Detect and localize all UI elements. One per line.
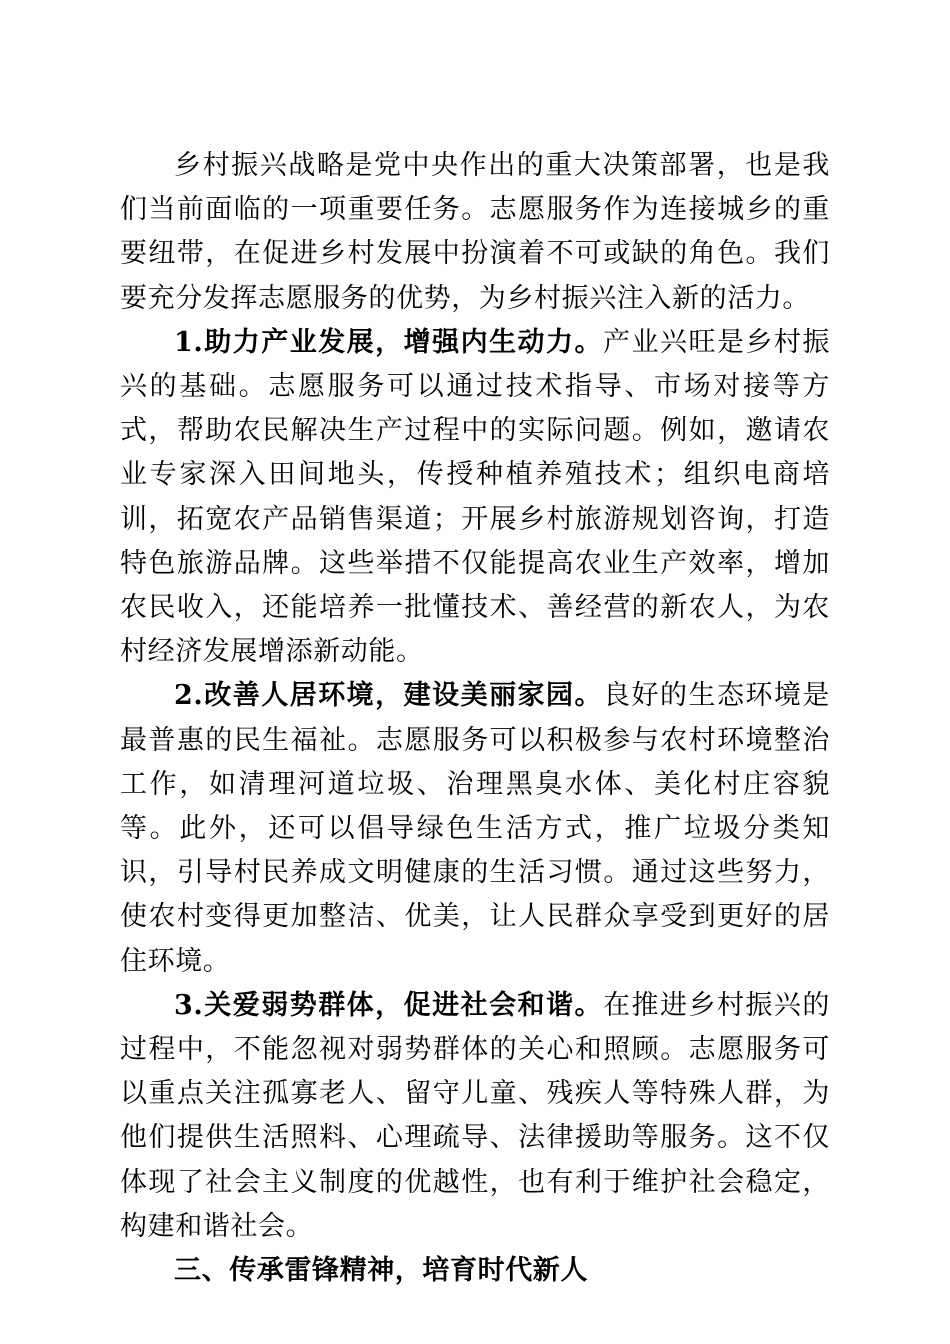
point-paragraph-3 (120, 984, 830, 1249)
point-2-body: 良好的生态环境是最普惠的民生福祉。志愿服务可以积极参与农村环境整治工作，如清理河道垃圾、治理黑臭水体、美化村庄容貌等。此外，还可以倡导绿色生活方式，推广垃圾分类知识，引导村民养成文明健康的生活习惯。通过这些努力，使农村变得更加整洁、优美，让人民群众享受到更好的居住环境。 (120, 680, 830, 977)
intro-paragraph (120, 144, 830, 321)
point-3-lead: 3.关爱弱势群体，促进社会和谐。 (174, 989, 604, 1021)
point-1-body: 产业兴旺是乡村振兴的基础。志愿服务可以通过技术指导、市场对接等方式，帮助农民解决生产过程中的实际问题。例如，邀请农业专家深入田间地头，传授种植养殖技术；组织电商培训，拓宽农产品销售渠道；开展乡村旅游规划咨询，打造特色旅游品牌。这些举措不仅能提高农业生产效率，增加农民收入，还能培养一批懂技术、善经营的新农人，为农村经济发展增添新动能。 (120, 326, 830, 668)
intro-text: 乡村振兴战略是党中央作出的重大决策部署，也是我们当前面临的一项重要任务。志愿服务作为连接城乡的重要纽带，在促进乡村发展中扮演着不可或缺的角色。我们要充分发挥志愿服务的优势，为乡村振兴注入新的活力。 (120, 150, 830, 314)
point-1-lead: 1.助力产业发展，增强内生动力。 (174, 326, 604, 358)
section-heading: 三、传承雷锋精神，培育时代新人 (174, 1255, 588, 1287)
document-page (120, 144, 830, 1293)
point-2-lead: 2.改善人居环境，建设美丽家园。 (174, 680, 604, 712)
point-paragraph-2 (120, 674, 830, 983)
point-3-body: 在推进乡村振兴的过程中，不能忽视对弱势群体的关心和照顾。志愿服务可以重点关注孤寡老人、留守儿童、残疾人等特殊人群，为他们提供生活照料、心理疏导、法律援助等服务。这不仅体现了社会主义制度的优越性，也有利于维护社会稳定，构建和谐社会。 (120, 989, 830, 1242)
point-paragraph-1 (120, 321, 830, 675)
